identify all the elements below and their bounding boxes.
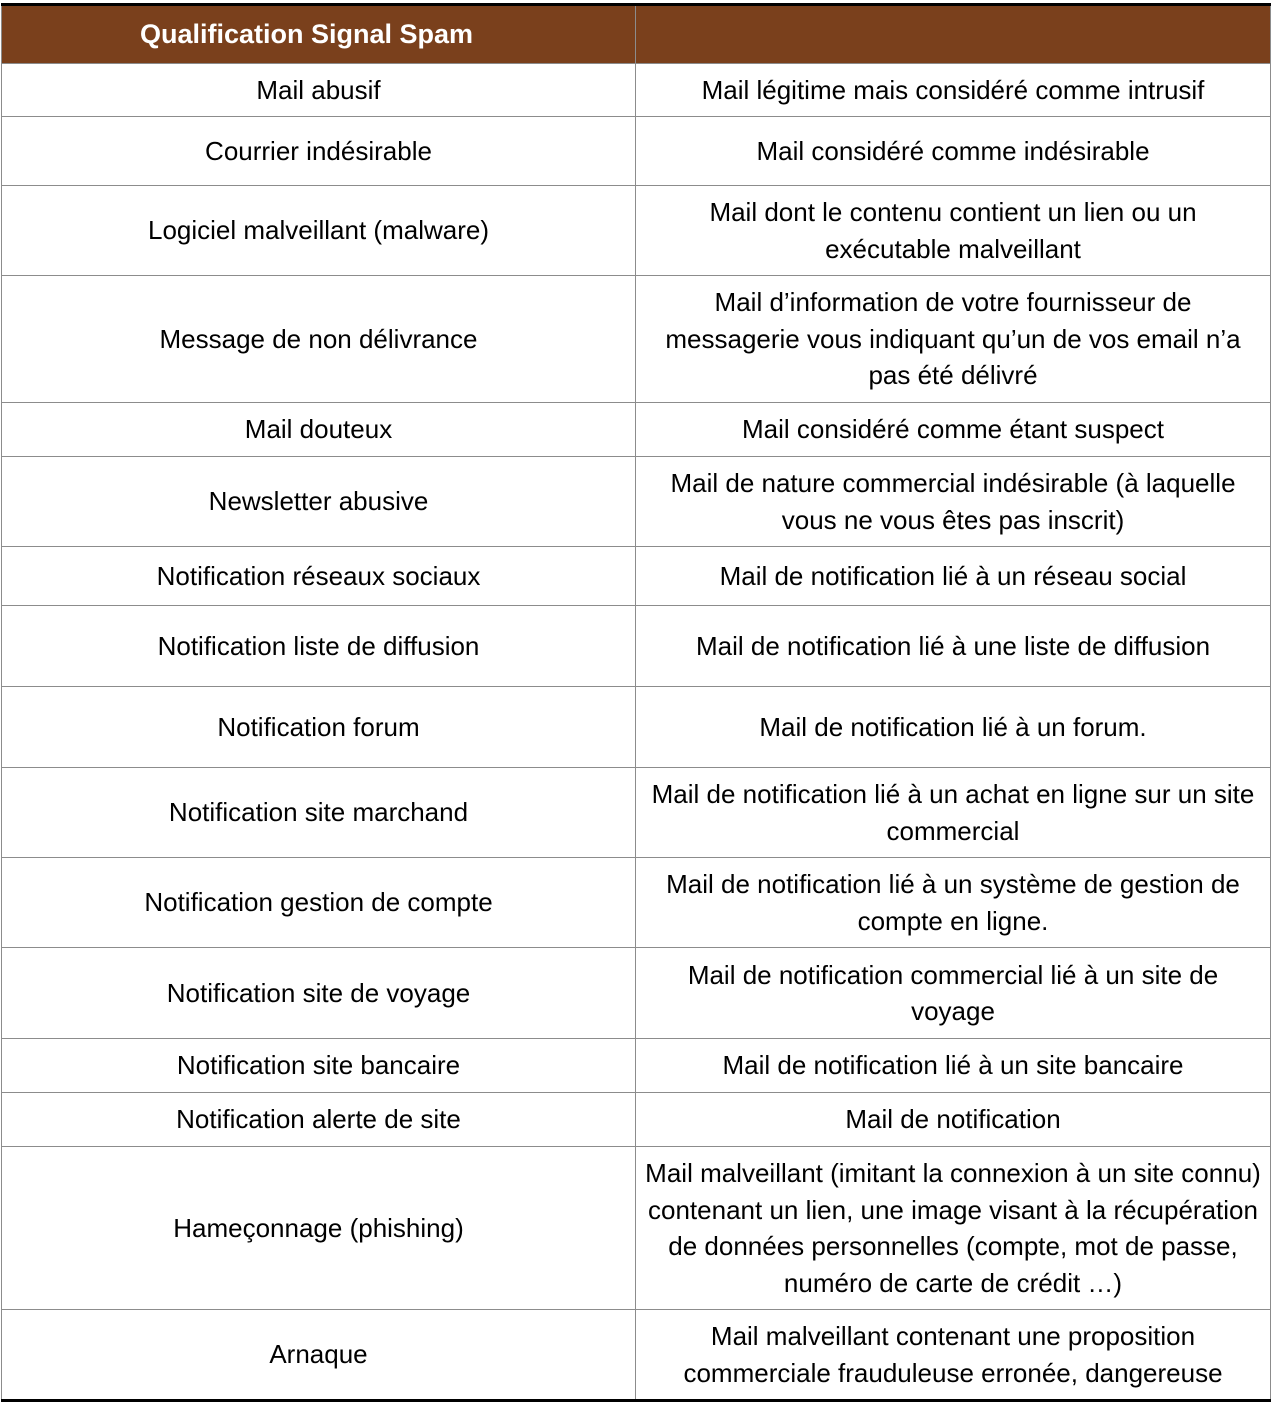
category-cell: Mail abusif bbox=[2, 64, 636, 117]
table-row bbox=[2, 276, 1271, 403]
category-cell: Arnaque bbox=[2, 1310, 636, 1401]
description-cell: Mail de notification lié à un réseau social bbox=[636, 547, 1271, 606]
table-row bbox=[2, 687, 1271, 768]
description-cell: Mail de notification bbox=[636, 1093, 1271, 1147]
table-row bbox=[2, 1147, 1271, 1310]
description-cell: Mail malveillant contenant une proposition commerciale frauduleuse erronée, dangereuse bbox=[636, 1310, 1271, 1401]
table-header-row bbox=[2, 5, 1271, 64]
header-empty-cell bbox=[636, 5, 1271, 64]
category-cell: Message de non délivrance bbox=[2, 276, 636, 403]
description-cell: Mail de notification commercial lié à un site de voyage bbox=[636, 948, 1271, 1039]
table-row bbox=[2, 64, 1271, 117]
description-cell: Mail de notification lié à une liste de diffusion bbox=[636, 606, 1271, 687]
category-cell: Notification site bancaire bbox=[2, 1039, 636, 1093]
table-row bbox=[2, 1310, 1271, 1401]
table-row bbox=[2, 186, 1271, 276]
description-cell: Mail de notification lié à un système de gestion de compte en ligne. bbox=[636, 858, 1271, 948]
table-row bbox=[2, 457, 1271, 547]
category-cell: Notification site de voyage bbox=[2, 948, 636, 1039]
category-cell: Newsletter abusive bbox=[2, 457, 636, 547]
table-row bbox=[2, 768, 1271, 858]
description-cell: Mail considéré comme étant suspect bbox=[636, 403, 1271, 457]
table-row bbox=[2, 117, 1271, 186]
table-row bbox=[2, 858, 1271, 948]
category-cell: Notification site marchand bbox=[2, 768, 636, 858]
category-cell: Mail douteux bbox=[2, 403, 636, 457]
category-cell: Notification liste de diffusion bbox=[2, 606, 636, 687]
category-cell: Courrier indésirable bbox=[2, 117, 636, 186]
table-row bbox=[2, 547, 1271, 606]
category-cell: Notification gestion de compte bbox=[2, 858, 636, 948]
description-cell: Mail de nature commercial indésirable (à laquelle vous ne vous êtes pas inscrit) bbox=[636, 457, 1271, 547]
category-cell: Notification forum bbox=[2, 687, 636, 768]
table-row bbox=[2, 1093, 1271, 1147]
table-row bbox=[2, 606, 1271, 687]
description-cell: Mail de notification lié à un site bancaire bbox=[636, 1039, 1271, 1093]
header-title: Qualification Signal Spam bbox=[2, 5, 636, 64]
category-cell: Hameçonnage (phishing) bbox=[2, 1147, 636, 1310]
description-cell: Mail dont le contenu contient un lien ou un exécutable malveillant bbox=[636, 186, 1271, 276]
table-row bbox=[2, 948, 1271, 1039]
spam-qualification-table bbox=[1, 3, 1271, 1402]
description-cell: Mail considéré comme indésirable bbox=[636, 117, 1271, 186]
description-cell: Mail de notification lié à un forum. bbox=[636, 687, 1271, 768]
description-cell: Mail malveillant (imitant la connexion à un site connu) contenant un lien, une image visant à la récupération de données personnelles (compte, mot de passe, numéro de carte de crédit …) bbox=[636, 1147, 1271, 1310]
description-cell: Mail de notification lié à un achat en ligne sur un site commercial bbox=[636, 768, 1271, 858]
description-cell: Mail légitime mais considéré comme intrusif bbox=[636, 64, 1271, 117]
category-cell: Logiciel malveillant (malware) bbox=[2, 186, 636, 276]
category-cell: Notification alerte de site bbox=[2, 1093, 636, 1147]
table-row bbox=[2, 1039, 1271, 1093]
description-cell: Mail d’information de votre fournisseur de messagerie vous indiquant qu’un de vos email n’a pas été délivré bbox=[636, 276, 1271, 403]
table-row bbox=[2, 403, 1271, 457]
category-cell: Notification réseaux sociaux bbox=[2, 547, 636, 606]
